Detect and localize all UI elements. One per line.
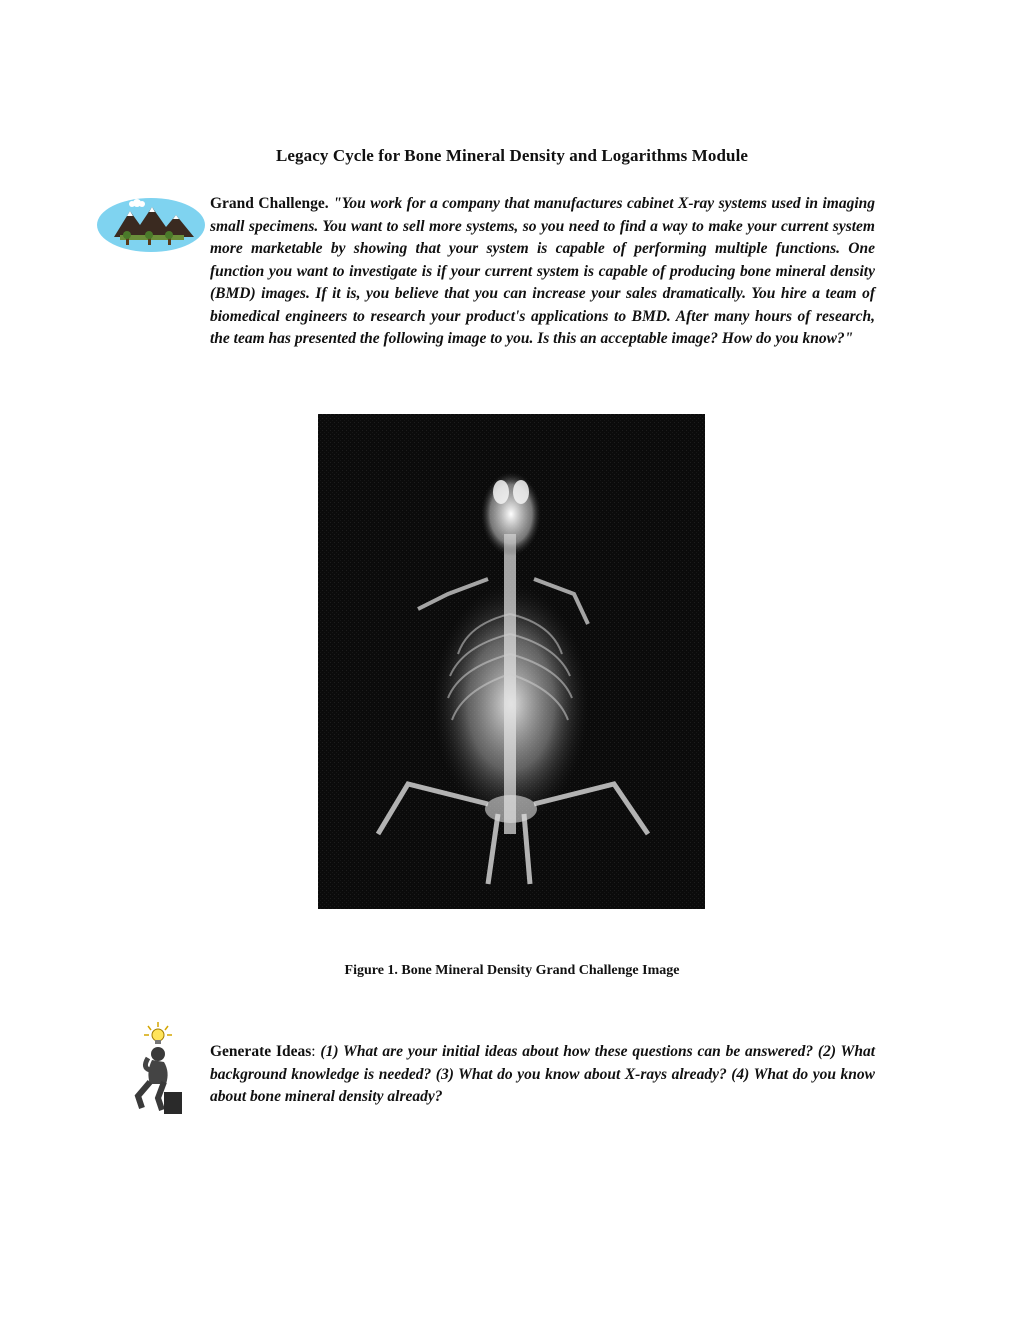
page-title: Legacy Cycle for Bone Mineral Density and Logarithms Module <box>275 146 749 165</box>
generate-ideas-separator: : <box>311 1043 316 1060</box>
generate-ideas-text: (1) What are your initial ideas about how these questions can be answered? (2) What background knowledge is needed? (3) What do you know about X-rays already? (4) What do you know about bone mineral density already? <box>210 1043 876 1105</box>
grand-challenge-label: Grand Challenge. <box>210 195 329 212</box>
bone-density-xray-image <box>318 414 705 909</box>
generate-ideas-paragraph <box>210 1041 875 1109</box>
grand-challenge-paragraph <box>210 193 875 351</box>
grand-challenge-text: "You work for a company that manufactures cabinet X-ray systems used in imaging small specimens. You want to sell more systems, so you need to find a way to make your current system more marketable by showing that your system is capable of performing multiple functions. One function you want to investigate is if your current system is capable of producing bone mineral density (BMD) images. If it is, you believe that you can increase your sales dramatically. You hire a team of biomedical engineers to research your product's applications to BMD. After many hours of research, the team has presented the following image to you. Is this an acceptable image? How do you know?" <box>210 195 876 347</box>
figure-caption: Figure 1. Bone Mineral Density Grand Challenge Image <box>344 963 680 978</box>
thinker-lightbulb-icon <box>128 1020 188 1120</box>
generate-ideas-label: Generate Ideas <box>210 1043 312 1060</box>
mountains-clipart-icon <box>96 195 206 255</box>
